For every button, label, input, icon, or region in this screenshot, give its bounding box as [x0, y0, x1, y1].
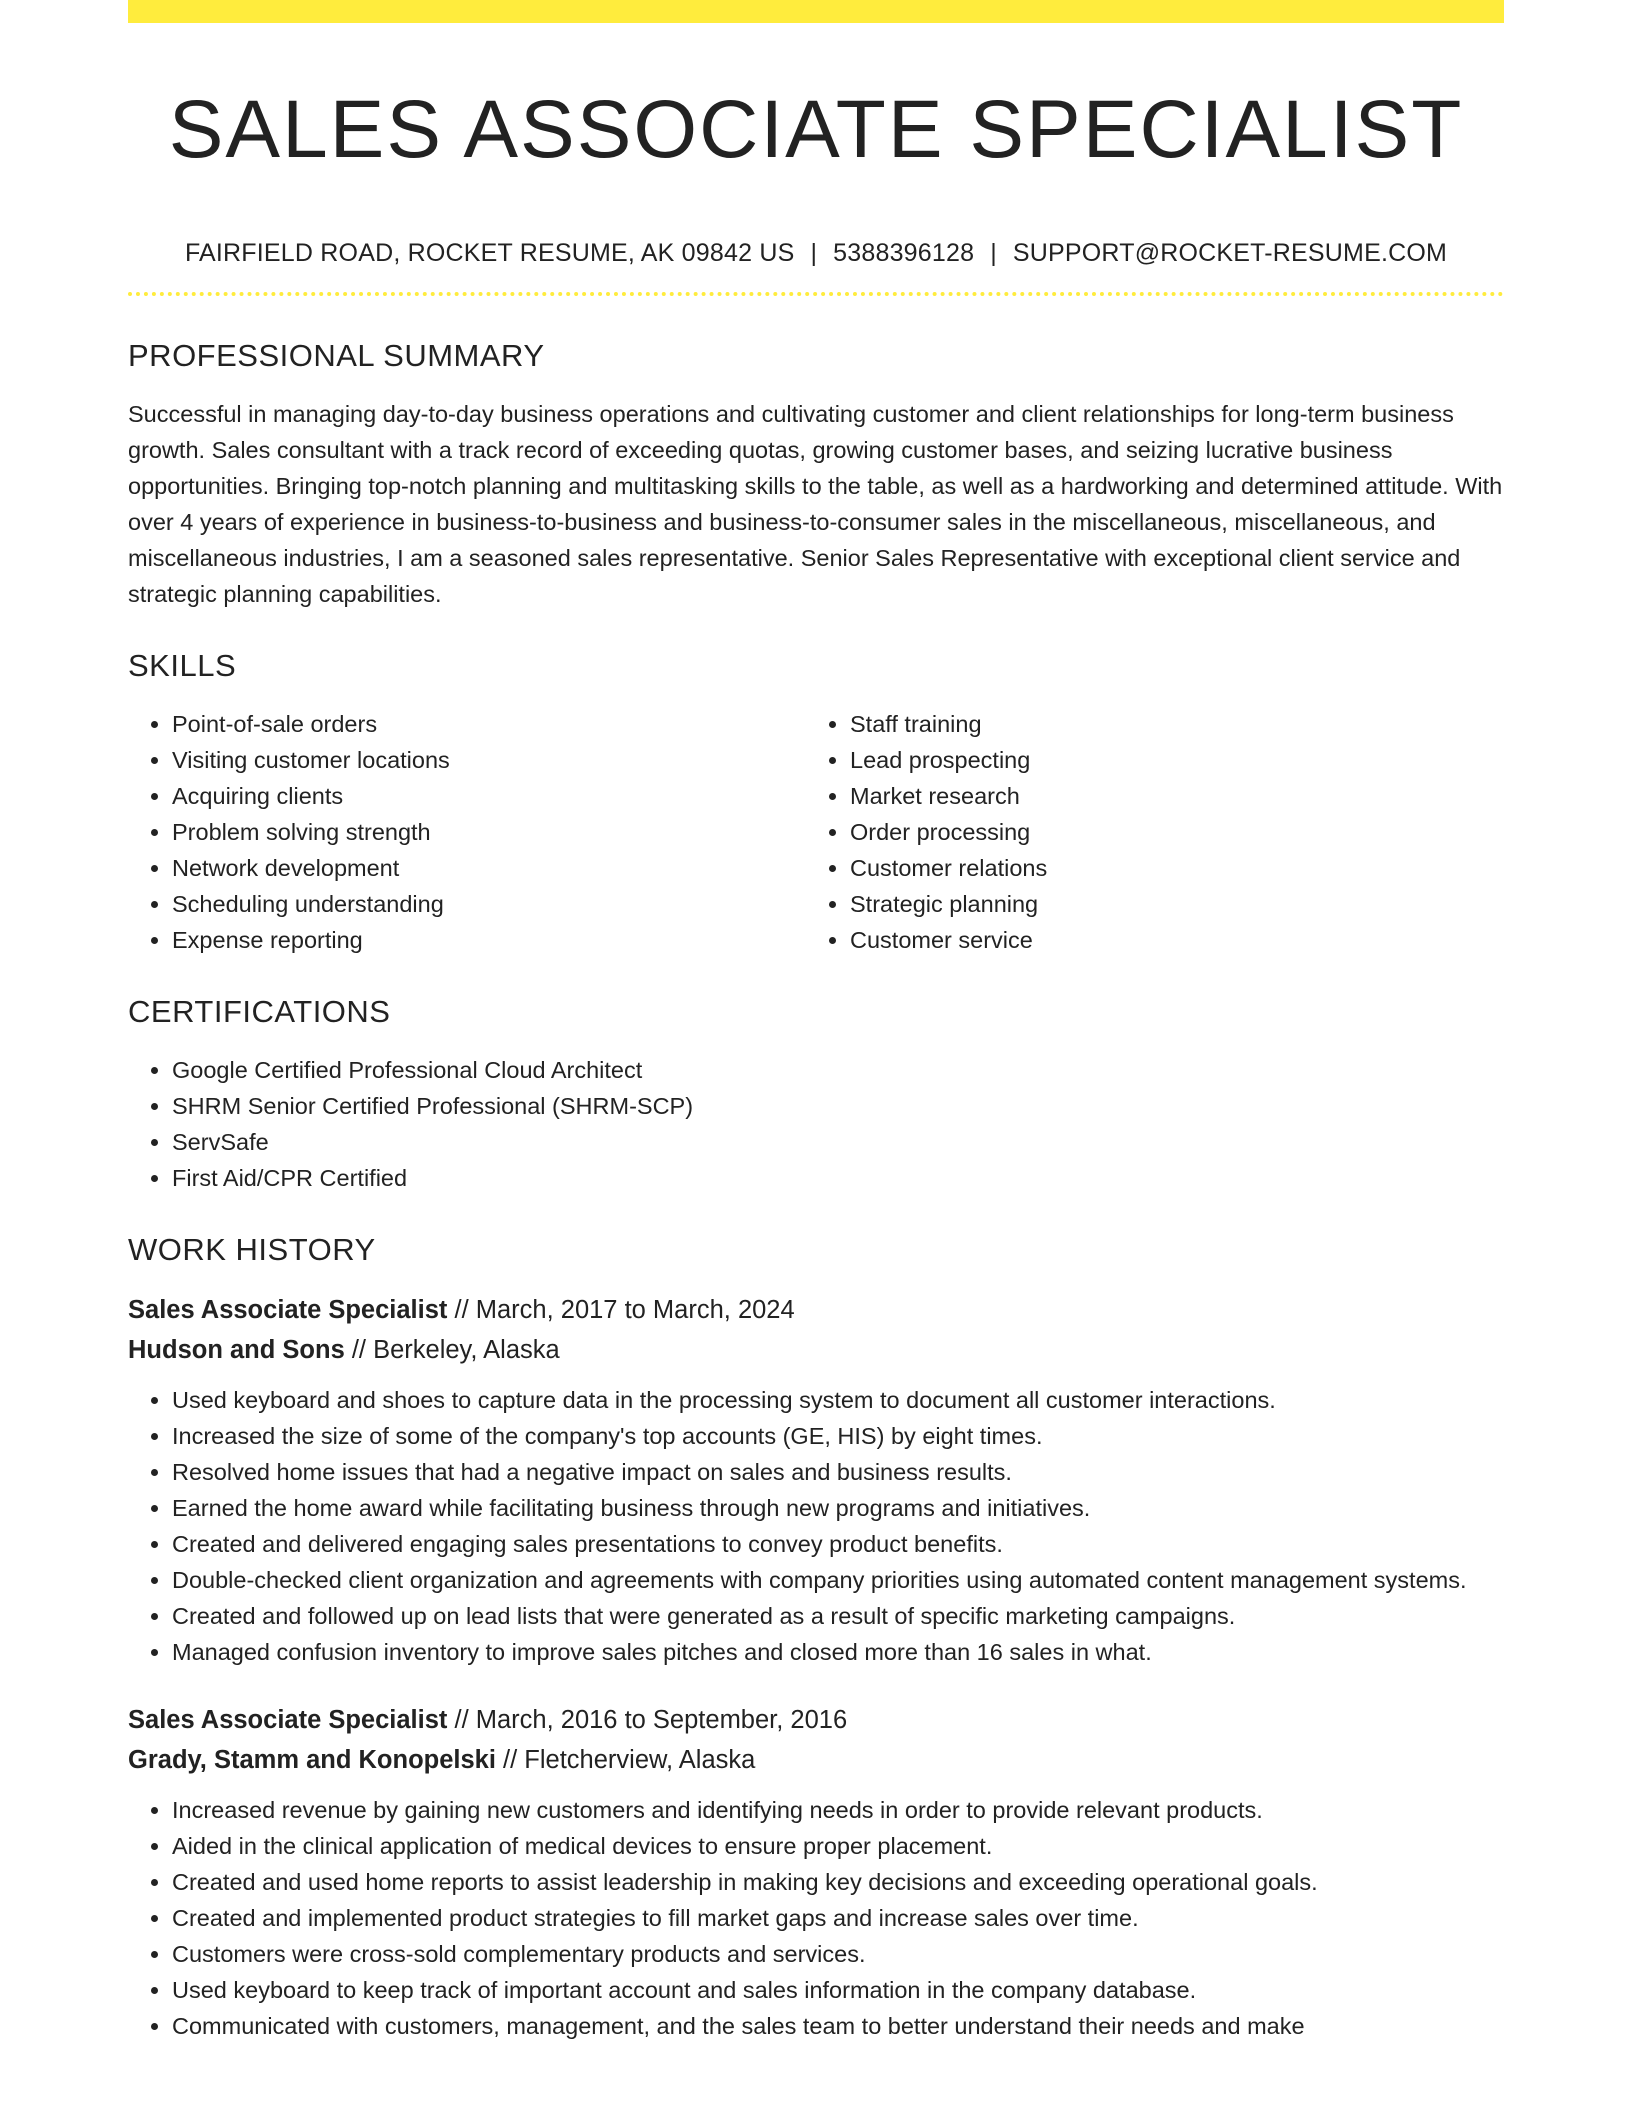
skills-grid [128, 684, 1504, 958]
contact-separator: | [810, 239, 818, 267]
job-bullet: • Communicated with customers, management, and the sales team to better understand their needs and make [172, 2008, 1504, 2044]
job-bullet: • Created and delivered engaging sales presentations to convey product benefits. [172, 1526, 1504, 1562]
skill-item: • Order processing [850, 814, 1490, 850]
job-bullet: • Created and used home reports to assist leadership in making key decisions and exceeding operational goals. [172, 1864, 1504, 1900]
job-title-line [128, 1290, 1504, 1330]
header-divider [128, 292, 1504, 296]
job-role: Sales Associate Specialist [128, 1706, 448, 1734]
certification-item: • SHRM Senior Certified Professional (SHRM-SCP) [172, 1088, 1504, 1124]
job-bullets [128, 1382, 1504, 1670]
contact-phone: 5388396128 [833, 239, 975, 267]
job-bullet: • Managed confusion inventory to improve sales pitches and closed more than 16 sales in what. [172, 1634, 1504, 1670]
job-location: // Berkeley, Alaska [344, 1336, 560, 1364]
job-role: Sales Associate Specialist [128, 1296, 448, 1324]
skill-item: • Acquiring clients [172, 778, 806, 814]
job-bullet: • Increased the size of some of the company's top accounts (GE, HIS) by eight times. [172, 1418, 1504, 1454]
job-location: // Fletcherview, Alaska [495, 1746, 756, 1774]
job-company: Hudson and Sons [128, 1336, 345, 1364]
job-bullet: • Customers were cross-sold complementary products and services. [172, 1936, 1504, 1972]
job-bullet: • Increased revenue by gaining new customers and identifying needs in order to provide relevant products. [172, 1792, 1504, 1828]
skill-item: • Customer service [850, 922, 1490, 958]
certifications-list [128, 1052, 1504, 1196]
job-bullets [128, 1792, 1504, 2044]
job-entry [128, 1290, 1504, 1670]
job-bullet: • Aided in the clinical application of medical devices to ensure proper placement. [172, 1828, 1504, 1864]
skill-item: • Lead prospecting [850, 742, 1490, 778]
job-company: Grady, Stamm and Konopelski [128, 1746, 496, 1774]
summary-text: Successful in managing day-to-day business operations and cultivating customer and client relationships for long-term business growth. Sales consultant with a track record of exceeding quotas, growing customer bases, and seizing lucrative business opportunities. Bringing top-notch planning and multitasking skills to the table, as well as a hardworking and determined attitude. With over 4 years of experience in business-to-business and business-to-consumer sales in the miscellaneous, miscellaneous, and miscellaneous industries, I am a seasoned sales representative. Senior Sales Representative with exceptional client service and strategic planning capabilities. [128, 401, 1503, 607]
job-dates: // March, 2016 to September, 2016 [447, 1706, 848, 1734]
skill-item: • Market research [850, 778, 1490, 814]
contact-email: SUPPORT@ROCKET-RESUME.COM [1012, 239, 1448, 267]
summary-heading: PROFESSIONAL SUMMARY [128, 338, 545, 373]
job-bullet: • Created and implemented product strategies to fill market gaps and increase sales over time. [172, 1900, 1504, 1936]
job-company-line [128, 1330, 1504, 1370]
job-dates: // March, 2017 to March, 2024 [447, 1296, 795, 1324]
job-bullet: • Earned the home award while facilitating business through new programs and initiatives. [172, 1490, 1504, 1526]
candidate-name: SALES ASSOCIATE SPECIALIST [168, 84, 1464, 175]
job-bullet: • Used keyboard and shoes to capture data in the processing system to document all customer interactions. [172, 1382, 1504, 1418]
skill-item: • Problem solving strength [172, 814, 806, 850]
work-history-heading: WORK HISTORY [128, 1232, 376, 1267]
certification-item: • ServSafe [172, 1124, 1504, 1160]
job-bullet: • Used keyboard to keep track of important account and sales information in the company database. [172, 1972, 1504, 2008]
job-company-line [128, 1740, 1504, 1780]
job-bullet: • Resolved home issues that had a negative impact on sales and business results. [172, 1454, 1504, 1490]
contact-line [128, 238, 1504, 268]
skills-list-left [128, 706, 806, 958]
job-bullet: • Created and followed up on lead lists that were generated as a result of specific marketing campaigns. [172, 1598, 1504, 1634]
skill-item: • Network development [172, 850, 806, 886]
skill-item: • Point-of-sale orders [172, 706, 806, 742]
skill-item: • Expense reporting [172, 922, 806, 958]
skill-item: • Strategic planning [850, 886, 1490, 922]
resume-content [128, 0, 1504, 2044]
certification-item: • First Aid/CPR Certified [172, 1160, 1504, 1196]
skill-item: • Scheduling understanding [172, 886, 806, 922]
certification-item: • Google Certified Professional Cloud Architect [172, 1052, 1504, 1088]
contact-address: FAIRFIELD ROAD, ROCKET RESUME, AK 09842 US [184, 239, 795, 267]
skill-item: • Staff training [850, 706, 1490, 742]
skill-item: • Customer relations [850, 850, 1490, 886]
job-title-line [128, 1700, 1504, 1740]
contact-separator: | [990, 239, 997, 267]
job-bullet: • Double-checked client organization and agreements with company priorities using automated content management systems. [172, 1562, 1504, 1598]
certifications-heading: CERTIFICATIONS [128, 994, 391, 1029]
skill-item: • Visiting customer locations [172, 742, 806, 778]
skills-list-right [806, 706, 1490, 958]
job-entry [128, 1700, 1504, 2044]
skills-heading: SKILLS [128, 648, 237, 683]
